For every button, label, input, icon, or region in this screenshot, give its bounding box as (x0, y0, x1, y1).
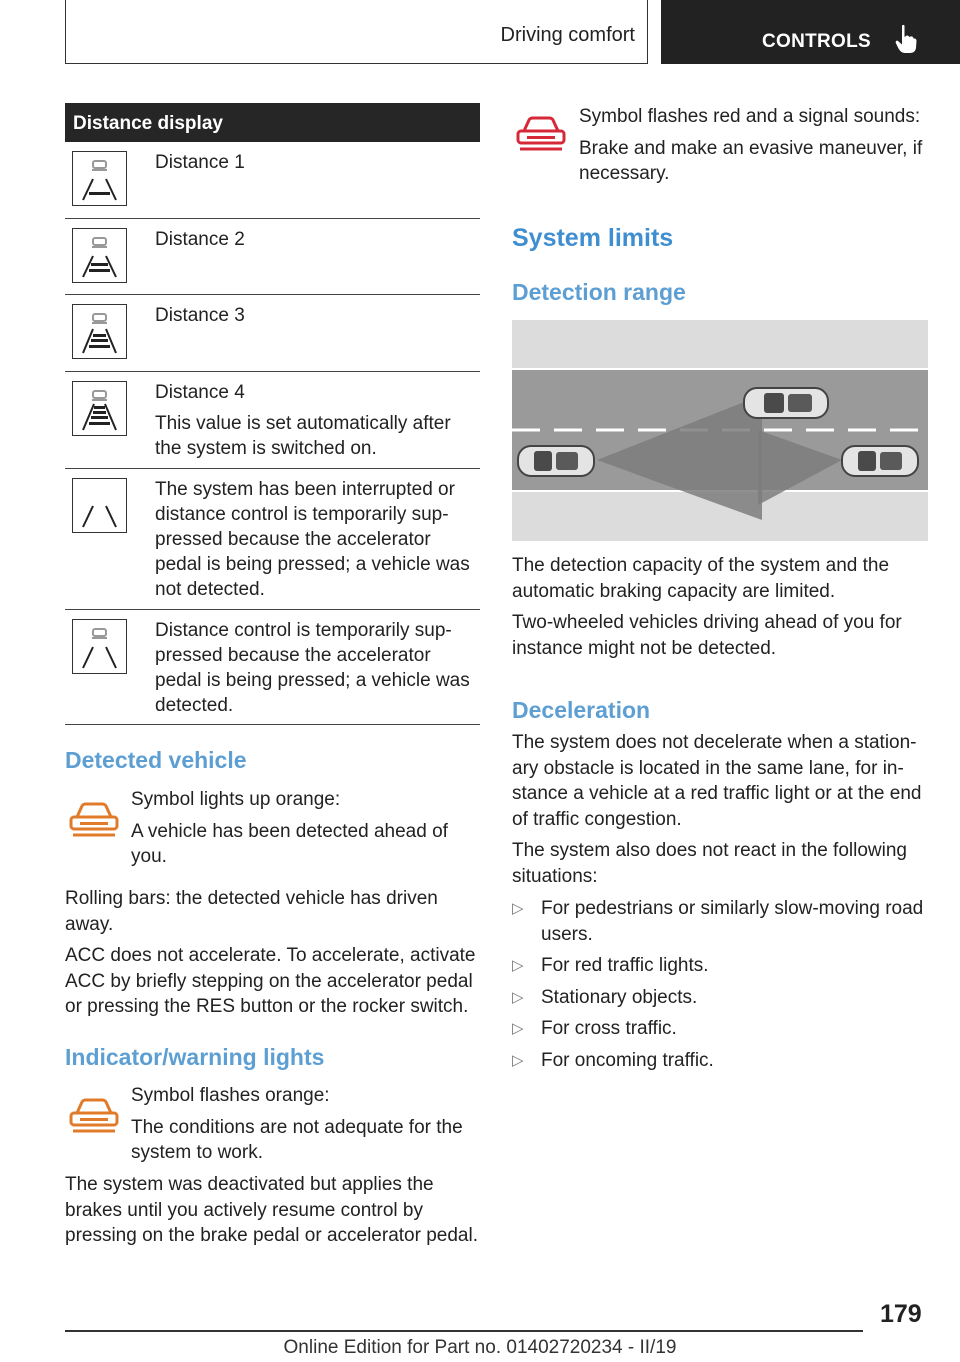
triangle-bullet-icon: ▷ (512, 900, 524, 917)
orange-vehicle-icon (68, 800, 120, 840)
table-cell-text: Distance 1 (155, 152, 245, 173)
pointing-hand-icon (895, 24, 917, 54)
list-item: ▷ Stationary objects. (512, 985, 927, 1011)
table-row (65, 295, 480, 372)
distance-2-icon (72, 228, 127, 283)
red-vehicle-icon (515, 114, 567, 154)
table-cell-text: Distance 4 (155, 382, 245, 403)
list-item: ▷ For pedestrians or similarly slow-moving road users. (512, 898, 924, 945)
table-cell-text: Distance control is temporarily sup-pressed because the accelerator pedal is being pressed; a vehicle was detected. (155, 620, 470, 716)
detection-range-illustration (512, 320, 928, 541)
table-row (65, 372, 480, 469)
car-top-view (744, 388, 828, 418)
triangle-bullet-icon: ▷ (512, 957, 524, 974)
distance-display-table (65, 103, 480, 725)
list-item: ▷ For oncoming traffic. (512, 1048, 927, 1074)
paragraph: The system does not decelerate when a station-ary obstacle is located in the same lane, for in-stance a vehicle at a red traffic light or at the end of traffic congestion. (512, 732, 922, 830)
detection-range-heading: Detection range (512, 279, 686, 305)
symbol-text: Symbol lights up orange: (131, 789, 341, 810)
system-limits-heading: System limits (512, 224, 674, 252)
table-row (65, 610, 480, 725)
table-row (65, 142, 480, 219)
paragraph: The system was deactivated but applies the brakes until you actively resume control by pressing on the brake pedal or accelerator pedal. (65, 1174, 478, 1246)
footer-divider (65, 1330, 863, 1332)
list-item: ▷ For red traffic lights. (512, 953, 927, 979)
paragraph: ACC does not accelerate. To accelerate, activate ACC by briefly stepping on the accelerator pedal or pressing the RES button or the rocker switch. (65, 945, 476, 1017)
paragraph: The detection capacity of the system and the automatic braking capacity are limited. (512, 555, 890, 602)
table-cell-text: This value is set automatically after the system is switched on. (155, 413, 451, 459)
triangle-bullet-icon: ▷ (512, 988, 524, 1006)
indicator-warning-heading: Indicator/warning lights (65, 1044, 325, 1070)
header-chapter-tab (661, 0, 960, 64)
orange-vehicle-flash-icon (68, 1096, 120, 1136)
symbol-text: Symbol flashes orange: (131, 1085, 330, 1106)
distance-1-icon (72, 151, 127, 206)
paragraph: The system also does not react in the following situations: (512, 840, 907, 887)
deceleration-heading: Deceleration (512, 697, 651, 723)
no-vehicle-icon (72, 478, 127, 533)
symbol-text: A vehicle has been detected ahead of you. (131, 820, 448, 867)
header-section-title: Driving comfort (500, 24, 635, 46)
table-cell-text: Distance 2 (155, 229, 245, 250)
detected-vehicle-heading: Detected vehicle (65, 747, 247, 773)
page-number: 179 (880, 1300, 922, 1328)
footer-edition: Online Edition for Part no. 01402720234 - II/19 (283, 1337, 677, 1358)
symbol-text: Symbol flashes red and a signal sounds: (579, 106, 921, 127)
triangle-bullet-icon: ▷ (512, 1051, 524, 1069)
symbol-text: The conditions are not adequate for the system to work. (131, 1116, 463, 1163)
vehicle-suppressed-icon (72, 619, 127, 674)
header-section-box (65, 0, 648, 64)
symbol-text: Brake and make an evasive maneuver, if necessary. (579, 137, 923, 184)
distance-3-icon (72, 304, 127, 359)
header-chapter-title: CONTROLS (762, 31, 872, 52)
situations-list (512, 896, 927, 1079)
distance-4-icon (72, 381, 127, 436)
table-cell-text: Distance 3 (155, 305, 245, 326)
table-row (65, 469, 480, 610)
paragraph: Two-wheeled vehicles driving ahead of you for instance might not be detected. (512, 612, 902, 659)
table-row (65, 219, 480, 295)
paragraph: Rolling bars: the detected vehicle has driven away. (65, 888, 438, 935)
table-cell-text: The system has been interrupted or distance control is temporarily sup-pressed because the accelerator pedal is being pressed; a vehicle was not detected. (155, 479, 470, 600)
table-header: Distance display (65, 103, 480, 142)
triangle-bullet-icon: ▷ (512, 1020, 524, 1037)
list-item: ▷ For cross traffic. (512, 1016, 927, 1042)
